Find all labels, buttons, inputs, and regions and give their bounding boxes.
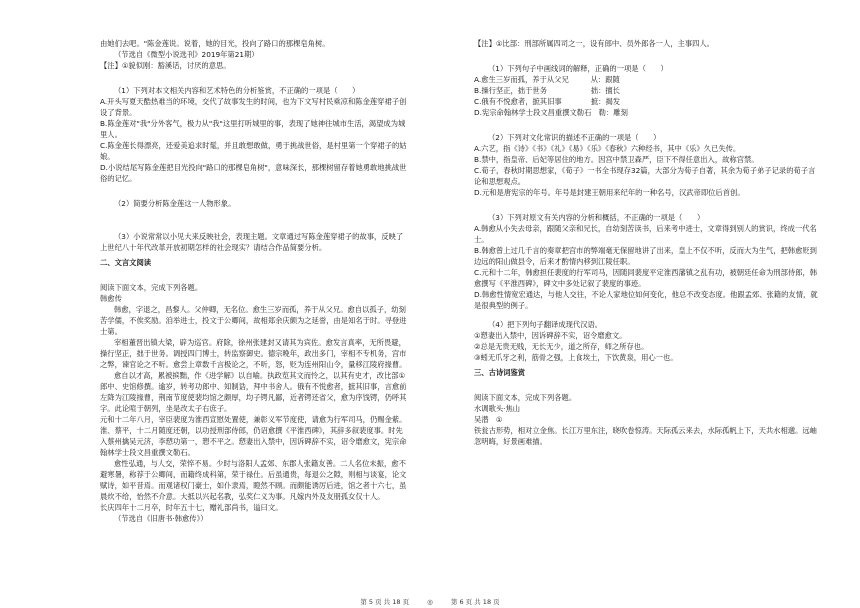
question-2: （2）简要分析陈金莲这一人物形象。 (114, 199, 236, 208)
page-footer (0, 597, 860, 606)
footnote: 【注】①貌似刚：豁溪话，讨厌的意思。 (100, 61, 231, 70)
passage-title: 韩愈传 (100, 294, 122, 303)
page-number-right: 第 6 页 共 18 页 (450, 598, 500, 606)
passage-paragraph: 宰相董晋出镇大梁，辟为巡官。府除，徐州张建封又请其为宾佐。愈发言真率，无所畏避，操行坚正，拙于世务。调授四门博士，转监察御史。德宗晚年，政出多门，宰相不专机务，宫市之弊，谏官论之不听。愈尝上章数千言极论之，不听，怒，贬为连州阳山令，量移江陵府掾曹。 (100, 338, 407, 369)
passage-paragraph: 元和十二年八月，宰臣裴度为淮西宣慰处置使，兼彰义军节度使，请愈为行军司马，仍赐金紫。淮、蔡平，十二月随度还朝，以功授刑部侍郎，仍诏愈撰《平淮西碑》，其辞多叙裴度事。时先入蔡州擒吴元济，李愬功第一，愬不平之。愬妻出入禁中，因诉碑辞不实，诏令磨愈文，宪宗命翰林学士段文昌重撰文勒石。 (100, 415, 407, 457)
option-d: D.宪宗命翰林学士段文昌重撰文勒石 勒：雕刻 (474, 108, 628, 117)
question-4: （4）把下列句子翻译成现代汉语。 (488, 320, 603, 329)
option-a: A.韩愈从小失去母亲，跟随父亲和兄长，自幼刻苦读书，后来考中进士，文章得到别人的赏识，终成一代名士。 (474, 224, 817, 244)
passage-paragraph: 韩愈，字退之，昌黎人。父仲卿，无名位。愈生三岁而孤，养于从父兄。愈自以孤子，幼刻苦学儒，不俟奖励。洎举进士，投文于公卿间，故相郑余庆颇为之延誉，由是知名于时。寻登进士第。 (100, 305, 407, 336)
question-1: （1）下列对本文相关内容和艺术特色的分析鉴赏，不正确的一项是（ ） (114, 86, 360, 95)
question-3: （3）小说常常以小见大来反映社会，表现主题。文章通过写陈金莲穿裙子的故事，反映了上世纪八十年代改革开放初期怎样的社会现实？请结合作品简要分析。 (100, 232, 404, 252)
option-a: A.开头写夏天酷热难当的环境，交代了故事发生的时间，也为下文写村民乘凉和陈金莲穿裙子创设了背景。 (100, 97, 407, 117)
passage-paragraph: 愈性弘通，与人交，荣悴不易。少时与洛阳人孟郊、东郡人张籍友善。二人名位未振，愈不避寒暑，称荐于公卿间，而籍终成科第，荣于禄仕。后虽通贵，每退公之隙，则相与谈宴，论文赋诗，如平昔焉。而观诸权门豪士，如仆隶焉，瞪然不顾。而颇能诱厉后进，馆之者十六七，虽晨炊不给，怡然不介意。大抵以兴起名教，弘奖仁义为事。凡嫁内外及友朋孤女仅十人。 (100, 459, 407, 501)
reading-instruction: 阅读下面文本，完成下列各题。 (474, 393, 577, 402)
option-a: A.六艺，指《诗》《书》《礼》《易》《乐》《春秋》六种经书，其中《乐》久已失传。 (474, 144, 741, 153)
translation-item: ③蚓无爪牙之利，筋骨之强，上食埃土，下饮黄泉，用心一也。 (474, 353, 678, 362)
source-citation: （节选自《旧唐书·韩愈传》） (114, 514, 208, 523)
translation-item: ②总是无贵无贱，无长无少，道之所存，师之所存也。 (474, 342, 649, 351)
translation-item: ①愬妻出入禁中，因诉碑辞不实，诏令磨愈文。 (474, 331, 627, 340)
center-mark: ◎ (427, 598, 433, 606)
section-heading: 二、文言文阅读 (100, 258, 152, 267)
question-3: （3）下列对原文有关内容的分析和概括，不正确的一项是（ ） (488, 213, 705, 222)
section-heading: 三、古诗词鉴赏 (474, 368, 526, 377)
passage-paragraph: 愈自以才高，累被摈黜，作《进学解》以自喻。执政览其文而怜之，以其有史才，改比部①郎中、史馆修撰。逾岁，转考功郎中、知制诰，拜中书舍人。俄有不悦愈者，摭其旧事，言愈前左降为江陵掾曹，荆南节度使裴均馆之颇厚，均子锷凡鄙，近者锷还省父，愈为序饯锷，仍呼其字。此论喧于朝列，坐是改太子右庶子。 (100, 371, 407, 413)
option-d: D.元和是唐宪宗的年号。年号是封建王朝用来纪年的一种名号，汉武帝即位后首创。 (474, 188, 745, 197)
option-c: C.俄有不悦愈者，摭其旧事 摭：揭发 (474, 97, 621, 106)
option-c: C.荀子，春秋时期思想家，《荀子》一书全书现存32篇，大部分为荀子自著，其余为荀子弟子记录的荀子言论和思想观点。 (474, 166, 816, 186)
story-ending: 由她们去吧。"陈金莲说。说着，她的目光，投向了路口的那棵皂角树。 (100, 39, 330, 48)
option-d: D.小说结尾写陈金莲把目光投向"路口的那棵皂角树"，意味深长，那棵树留存着她勇敢地挑战世俗的记忆。 (100, 163, 407, 183)
question-1: （1）下列句子中画线词的解释，正确的一项是（ ） (488, 64, 668, 73)
passage-paragraph: 长庆四年十二月卒，时年五十七，赠礼部尚书，谥曰文。 (100, 503, 283, 512)
poem-title: 水调歌头·焦山 (474, 404, 521, 413)
option-c: C.元和十二年，韩愈担任裴度的行军司马，因随同裴度平定淮西藩镇之乱有功，被朝廷任命为刑部侍郎，韩愈撰写《平淮西碑》，碑文中多处记叙了裴度的事迹。 (474, 268, 818, 288)
poet-name: 吴潜 ① (474, 415, 503, 424)
page-number-left: 第 5 页 共 18 页 (360, 598, 410, 606)
option-b: B.韩愈曾上过几千言的奏章把宫市的弊端毫无保留地讲了出来，皇上不仅不听，反而大为生气，把韩愈贬到边远的阳山做县令，后来才酌情内移到江陵任职。 (474, 246, 817, 266)
option-b: B.陈金莲对"我"分外客气，极力从"我"这里打听城里的事，表现了她神往城市生活，渴望成为城里人。 (100, 119, 406, 139)
source-citation: （节选自《微型小说选刊》2019年第21期） (114, 50, 259, 59)
option-c: C.陈金莲长得漂亮，还爱美追求时髦，并且敢想敢做，勇于挑战世俗，是村里第一个穿裙子的姑娘。 (100, 141, 407, 161)
footnote: 【注】①比部：刑部所属四司之一，设有郎中、员外郎各一人，主事四人。 (474, 39, 715, 48)
option-b: B.禁中，指皇帝、后妃等居住的地方。因宫中禁卫森严，臣下不得任意出入，故称宫禁。 (474, 155, 759, 164)
option-a: A.愈生三岁而孤，养于从父兄 从：跟随 (474, 75, 620, 84)
option-b: B.操行坚正，拙于世务 拙：擅长 (474, 86, 620, 95)
right-page (430, 0, 860, 608)
poem-text: 铁瓮古形势，相对立金焦。长江万里东注，晓吹卷惊涛。天际孤云来去，水际孤帆上下，天共水相邈。远岫忽明晦，好景画难描。 (474, 426, 817, 446)
option-d: D.韩愈性情宽宏通达，与他人交往，不论人家地位如何变化，他总不改变态度。他跟孟郊、张籍的友情，就是很典型的例子。 (474, 290, 818, 310)
question-2: （2）下列对文化常识的描述不正确的一项是（ ） (488, 133, 661, 142)
reading-instruction: 阅读下面文本，完成下列各题。 (100, 283, 203, 292)
